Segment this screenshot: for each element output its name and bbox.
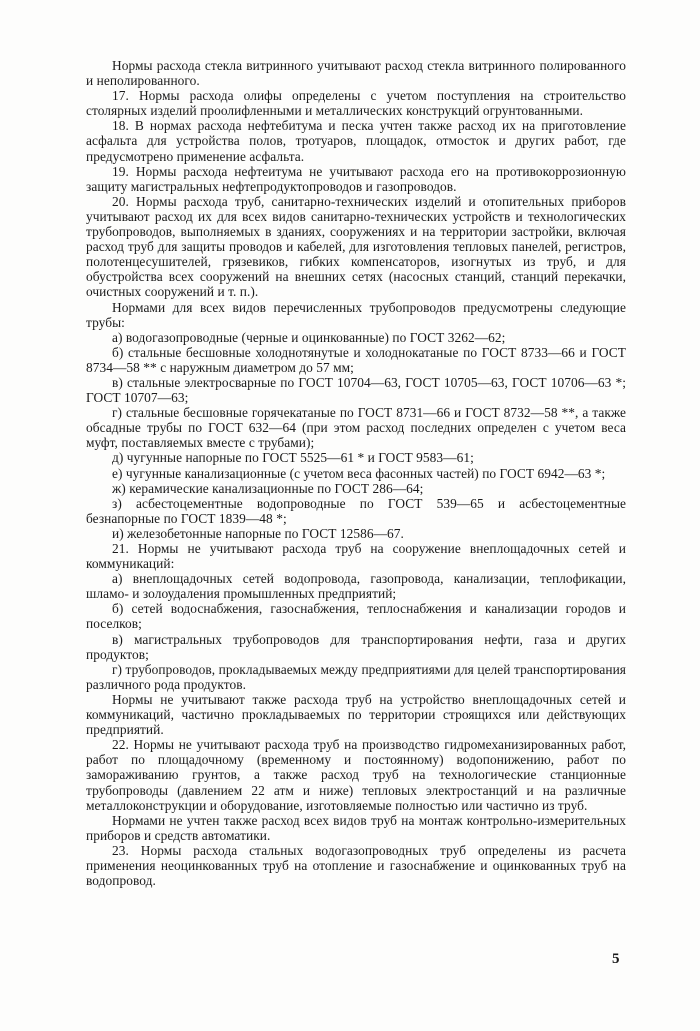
paragraph-17: 17. Нормы расхода олифы определены с учетом поступления на строительство столярных изделий проолифленными и металлических конструкций огрунтованными. <box>86 88 626 119</box>
paragraph-pipes-intro: Нормами для всех видов перечисленных трубопроводов предусмотрены следующие трубы: <box>86 299 626 330</box>
body-text <box>86 58 626 888</box>
list-item: ж) керамические канализационные по ГОСТ 286—64; <box>112 480 424 496</box>
list-item: з) асбестоцементные водопроводные по ГОСТ 539—65 и асбестоцементные безнапорные по ГОСТ 1839—48 *; <box>86 495 626 526</box>
paragraph-18: 18. В нормах расхода нефтебитума и песка учтен также расход их на приготовление асфальта для устройства полов, тротуаров, площадок, отмосток и других работ, где предусмотрено применение асфальта. <box>86 118 626 164</box>
list-item: д) чугунные напорные по ГОСТ 5525—61 * и ГОСТ 9583—61; <box>112 450 474 466</box>
page-number: 5 <box>612 951 620 967</box>
paragraph-19: 19. Нормы расхода нефтеитума не учитывают расхода его на противокоррозионную защиту магистральных нефтепродуктопроводов и газопроводов. <box>86 163 626 194</box>
list-item: б) стальные бесшовные холоднотянутые и холоднокатаные по ГОСТ 8733—66 и ГОСТ 8734—58 ** с наружным диаметром до 57 мм; <box>86 344 626 375</box>
list-item: б) сетей водоснабжения, газоснабжения, теплоснабжения и канализации городов и поселков; <box>86 601 626 632</box>
paragraph-22: 22. Нормы не учитывают расхода труб на производство гидромеханизированных работ, работ по площадочному (временному и постоянному) водопонижению, работ по замораживанию грунтов, а также расход труб на технологические станционные трубопроводы (давлением 22 атм и ниже) тепловых электростанций и на различные металлоконструкции и оборудование, изготовляемые полностью или частично из труб. <box>86 737 626 813</box>
paragraph-23: 23. Нормы расхода стальных водогазопроводных труб определены из расчета применения неоцинкованных труб на отопление и газоснабжение и оцинкованных труб на водопровод. <box>86 842 626 889</box>
list-item: е) чугунные канализационные (с учетом веса фасонных частей) по ГОСТ 6942—63 *; <box>112 465 606 481</box>
paragraph-offsite-networks: Нормы не учитывают также расхода труб на устройство внеплощадочных сетей и коммуникаций, частично прокладываемых по территории строящихся или действующих предприятий. <box>86 691 626 738</box>
paragraph-21: 21. Нормы не учитывают расхода труб на сооружение внеплощадочных сетей и коммуникаций: <box>86 541 626 572</box>
list-item: в) магистральных трубопроводов для транспортирования нефти, газа и других продуктов; <box>86 631 626 662</box>
list-item: и) железобетонные напорные по ГОСТ 12586—67. <box>112 525 404 541</box>
list-item: г) стальные бесшовные горячекатаные по ГОСТ 8731—66 и ГОСТ 8732—58 **, а также обсадные трубы по ГОСТ 632—64 (при этом расход последних определен с учетом веса муфт, поставляемых вместе с трубами); <box>86 405 626 451</box>
paragraph-glass-norms: Нормы расхода стекла витринного учитывают расход стекла витринного полированного и неполированного. <box>86 58 626 89</box>
list-item: а) внеплощадочных сетей водопровода, газопровода, канализации, теплофикации, шламо- и золоудаления промышленных предприятий; <box>86 571 626 602</box>
paragraph-instrumentation: Нормами не учтен также расход всех видов труб на монтаж контрольно-измерительных приборов и средств автоматики. <box>86 812 626 843</box>
list-item: г) трубопроводов, прокладываемых между предприятиями для целей транспортирования различного рода продуктов. <box>86 661 626 692</box>
paragraph-20: 20. Нормы расхода труб, санитарно-технических изделий и отопительных приборов учитывают расход их для всех видов санитарно-технических устройств и технологических трубопроводов, выполняемых в зданиях, сооружениях и на территории застройки, включая расход труб для защиты проводов и кабелей, для изготовления тепловых панелей, регистров, полотенцесушителей, грязевиков, гибких компенсаторов, изогнутых из труб, и для обустройства всех сооружений на внешних сетях (насосных станций, станций перекачки, очистных сооружений и т. п.). <box>86 193 626 300</box>
list-item: а) водогазопроводные (черные и оцинкованные) по ГОСТ 3262—62; <box>112 329 506 345</box>
list-item: в) стальные электросварные по ГОСТ 10704—63, ГОСТ 10705—63, ГОСТ 10706—63 *; ГОСТ 10707—63; <box>86 374 626 406</box>
